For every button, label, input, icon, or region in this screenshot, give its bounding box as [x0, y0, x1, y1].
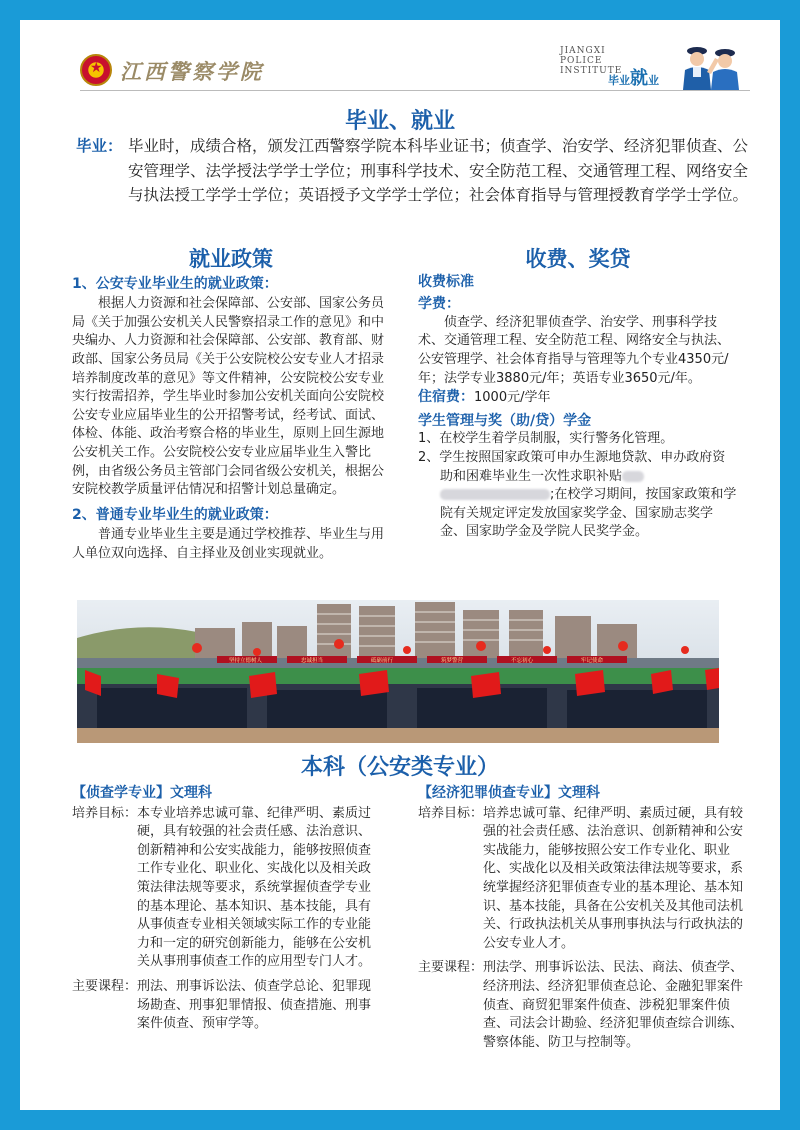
tag-part-big: 就: [630, 68, 648, 89]
dorm-fee-label: 住宿费：: [418, 389, 474, 406]
graduation-section-title: 毕业、就业: [344, 109, 455, 134]
english-name-line-1: JIANGXI: [560, 46, 606, 56]
brochure-page: [20, 20, 780, 1110]
goal-label: 培养目标：: [418, 805, 484, 821]
major-investigation-course-row: [72, 978, 384, 1034]
english-name-line-2: POLICE: [560, 56, 603, 66]
major-investigation-goal-row: [72, 805, 384, 972]
policy-heading-2: 2、普通专业毕业生的就业政策：: [72, 506, 278, 523]
policy-paragraph-2: 普通专业毕业生主要是通过学校推荐、毕业生与用人单位双向选择、自主择业及创业实现就业。: [72, 527, 385, 561]
undergrad-section-title: 本科（公安类专业）: [300, 755, 499, 780]
major-economic-crime-course-row: [418, 959, 744, 1052]
policy-heading-1: 1、公安专业毕业生的就业政策：: [72, 275, 278, 292]
header-divider: [80, 90, 750, 91]
banner-text: 忠诚担当: [301, 658, 324, 664]
management-item-2-part-a: 2、学生按照国家政策可申办生源地贷款、申办政府资助和困难毕业生一次性求职补贴: [418, 449, 726, 484]
policy-paragraph-1: 根据人力资源和社会保障部、公安部、国家公务员局《关于加强公安机关人民警察招录工作的意见》和中央编办、人力资源和社会保障部、公安部、教育部、财政部、国家公务员局《关于公安院校公安专业人才招录培养制度改革的意见》等文件精神，公安院校公安专业实行按需招养，学生毕业时参加公安机关面向公安院校公安专业应届毕业生的公开招警考试，经考试、面试、体检、体能、政治考察合格的毕业生，原则上回生源地公安机关工作。公安院校公安专业应届毕业生入警比例，由省级公务员主管部门会同省级公安机关，根据公安院校教学质量评估情况和招警计划总量确定。: [72, 296, 385, 498]
course-text: 刑法、刑事诉讼法、侦查学总论、犯罪现场勘查、刑事犯罪情报、侦查措施、刑事案件侦查、预审学等。: [137, 978, 372, 1032]
major-economic-crime-title: 【经济犯罪侦查专业】文理科: [418, 785, 600, 801]
banner-text: 筑梦警营: [441, 658, 464, 664]
dorm-fee-value: 1000元/学年: [474, 390, 551, 406]
major-economic-crime: [418, 784, 744, 1052]
banner-text: 坚持立德树人: [229, 658, 263, 664]
police-officers-illustration: [675, 42, 745, 90]
goal-label: 培养目标：: [72, 805, 138, 821]
management-item-2-part-b: ;在校学习期间，按国家政策和学院有关规定评定发放国家奖学金、国家励志奖学金、国家助学金及学院人民奖学金。: [440, 487, 737, 540]
major-investigation-title: 【侦查学专业】文理科: [72, 785, 212, 801]
redacted-text: [622, 471, 644, 482]
banner-text: 不忘初心: [511, 658, 534, 664]
police-emblem-icon: [80, 54, 112, 86]
english-name-line-3: INSTITUTE: [560, 66, 623, 76]
graduation-block: [76, 134, 748, 208]
employment-policy-column: [72, 247, 390, 564]
banner-text: 牢记使命: [581, 658, 604, 664]
header-employment-tag: [608, 64, 659, 90]
goal-text: 培养忠诚可靠、纪律严明、素质过硬，具有较强的社会责任感、法治意识、创新精神和公安实战能力，能够按照公安工作专业化、职业化、实战化以及相关政策法律法规等要求，系统掌握经济犯罪侦查专业的基本理论、基本知识、基本技能，具备在公安机关及其他司法机关、行政执法机关从事刑事执法与行政执法的公安专业人才。: [483, 805, 744, 951]
management-item-2: [418, 449, 738, 542]
graduation-label: 毕业：: [76, 137, 123, 155]
goal-text: 本专业培养忠诚可靠、纪律严明、素质过硬，具有较强的社会责任感、法治意识、创新精神和公安实战能力，能够按照侦查工作专业化、职业化、实战化以及相关政策法律法规等要求，系统掌握侦查学专业的基本理论、基本知识、基本技能，具有从事侦查专业相关领域实际工作的专业能力和一定的研究创新能力，能够在公安机关从事刑事侦查工作的应用型专门人才。: [137, 805, 372, 970]
tuition-text: 侦查学、经济犯罪侦查学、治安学、刑事科学技术、交通管理工程、安全防范工程、网络安全与执法、公安管理学、社会体育指导与管理等九个专业4350元/年；法学专业3880元/年；英语专业3650元/年。: [418, 314, 731, 386]
course-text: 刑法学、刑事诉讼法、民法、商法、侦查学、经济刑法、经济犯罪侦查总论、金融犯罪案件侦查、商贸犯罪案件侦查、涉税犯罪案件侦查、司法会计勘验、经济犯罪侦查综合训练、警察体能、防卫与控制等。: [483, 960, 744, 1050]
tag-part-1: 毕业: [608, 74, 630, 87]
fees-title: 收费、奖贷: [525, 247, 631, 271]
management-item-1: 1、在校学生着学员制服，实行警务化管理。: [418, 431, 674, 447]
major-economic-crime-goal-row: [418, 805, 744, 954]
employment-policy-title: 就业政策: [189, 247, 273, 271]
tag-part-2: 业: [648, 74, 659, 87]
tuition-heading: 学费：: [418, 296, 460, 313]
course-label: 主要课程：: [72, 978, 138, 994]
school-name-logo: 江西警察学院: [120, 59, 264, 84]
major-investigation: [72, 784, 384, 1034]
student-management-heading: 学生管理与奖（助/贷）学金: [418, 412, 592, 429]
fee-standard-heading: 收费标准: [418, 273, 474, 290]
campus-parade-photo: [77, 600, 719, 743]
course-label: 主要课程：: [418, 960, 484, 976]
graduation-text: 毕业时，成绩合格，颁发江西警察学院本科毕业证书；侦查学、治安学、经济犯罪侦查、公安管理学、法学授法学学士学位；刑事科学技术、安全防范工程、交通管理工程、网络安全与执法授工学学士学位；英语授予文学学士学位；社会体育指导与管理授教育学学士学位。: [128, 137, 749, 204]
fees-column: [418, 247, 738, 542]
page-header: [20, 20, 780, 94]
redacted-text: [440, 489, 550, 500]
banner-text: 砥砺前行: [371, 658, 394, 664]
dorm-fee-line: [418, 388, 738, 408]
